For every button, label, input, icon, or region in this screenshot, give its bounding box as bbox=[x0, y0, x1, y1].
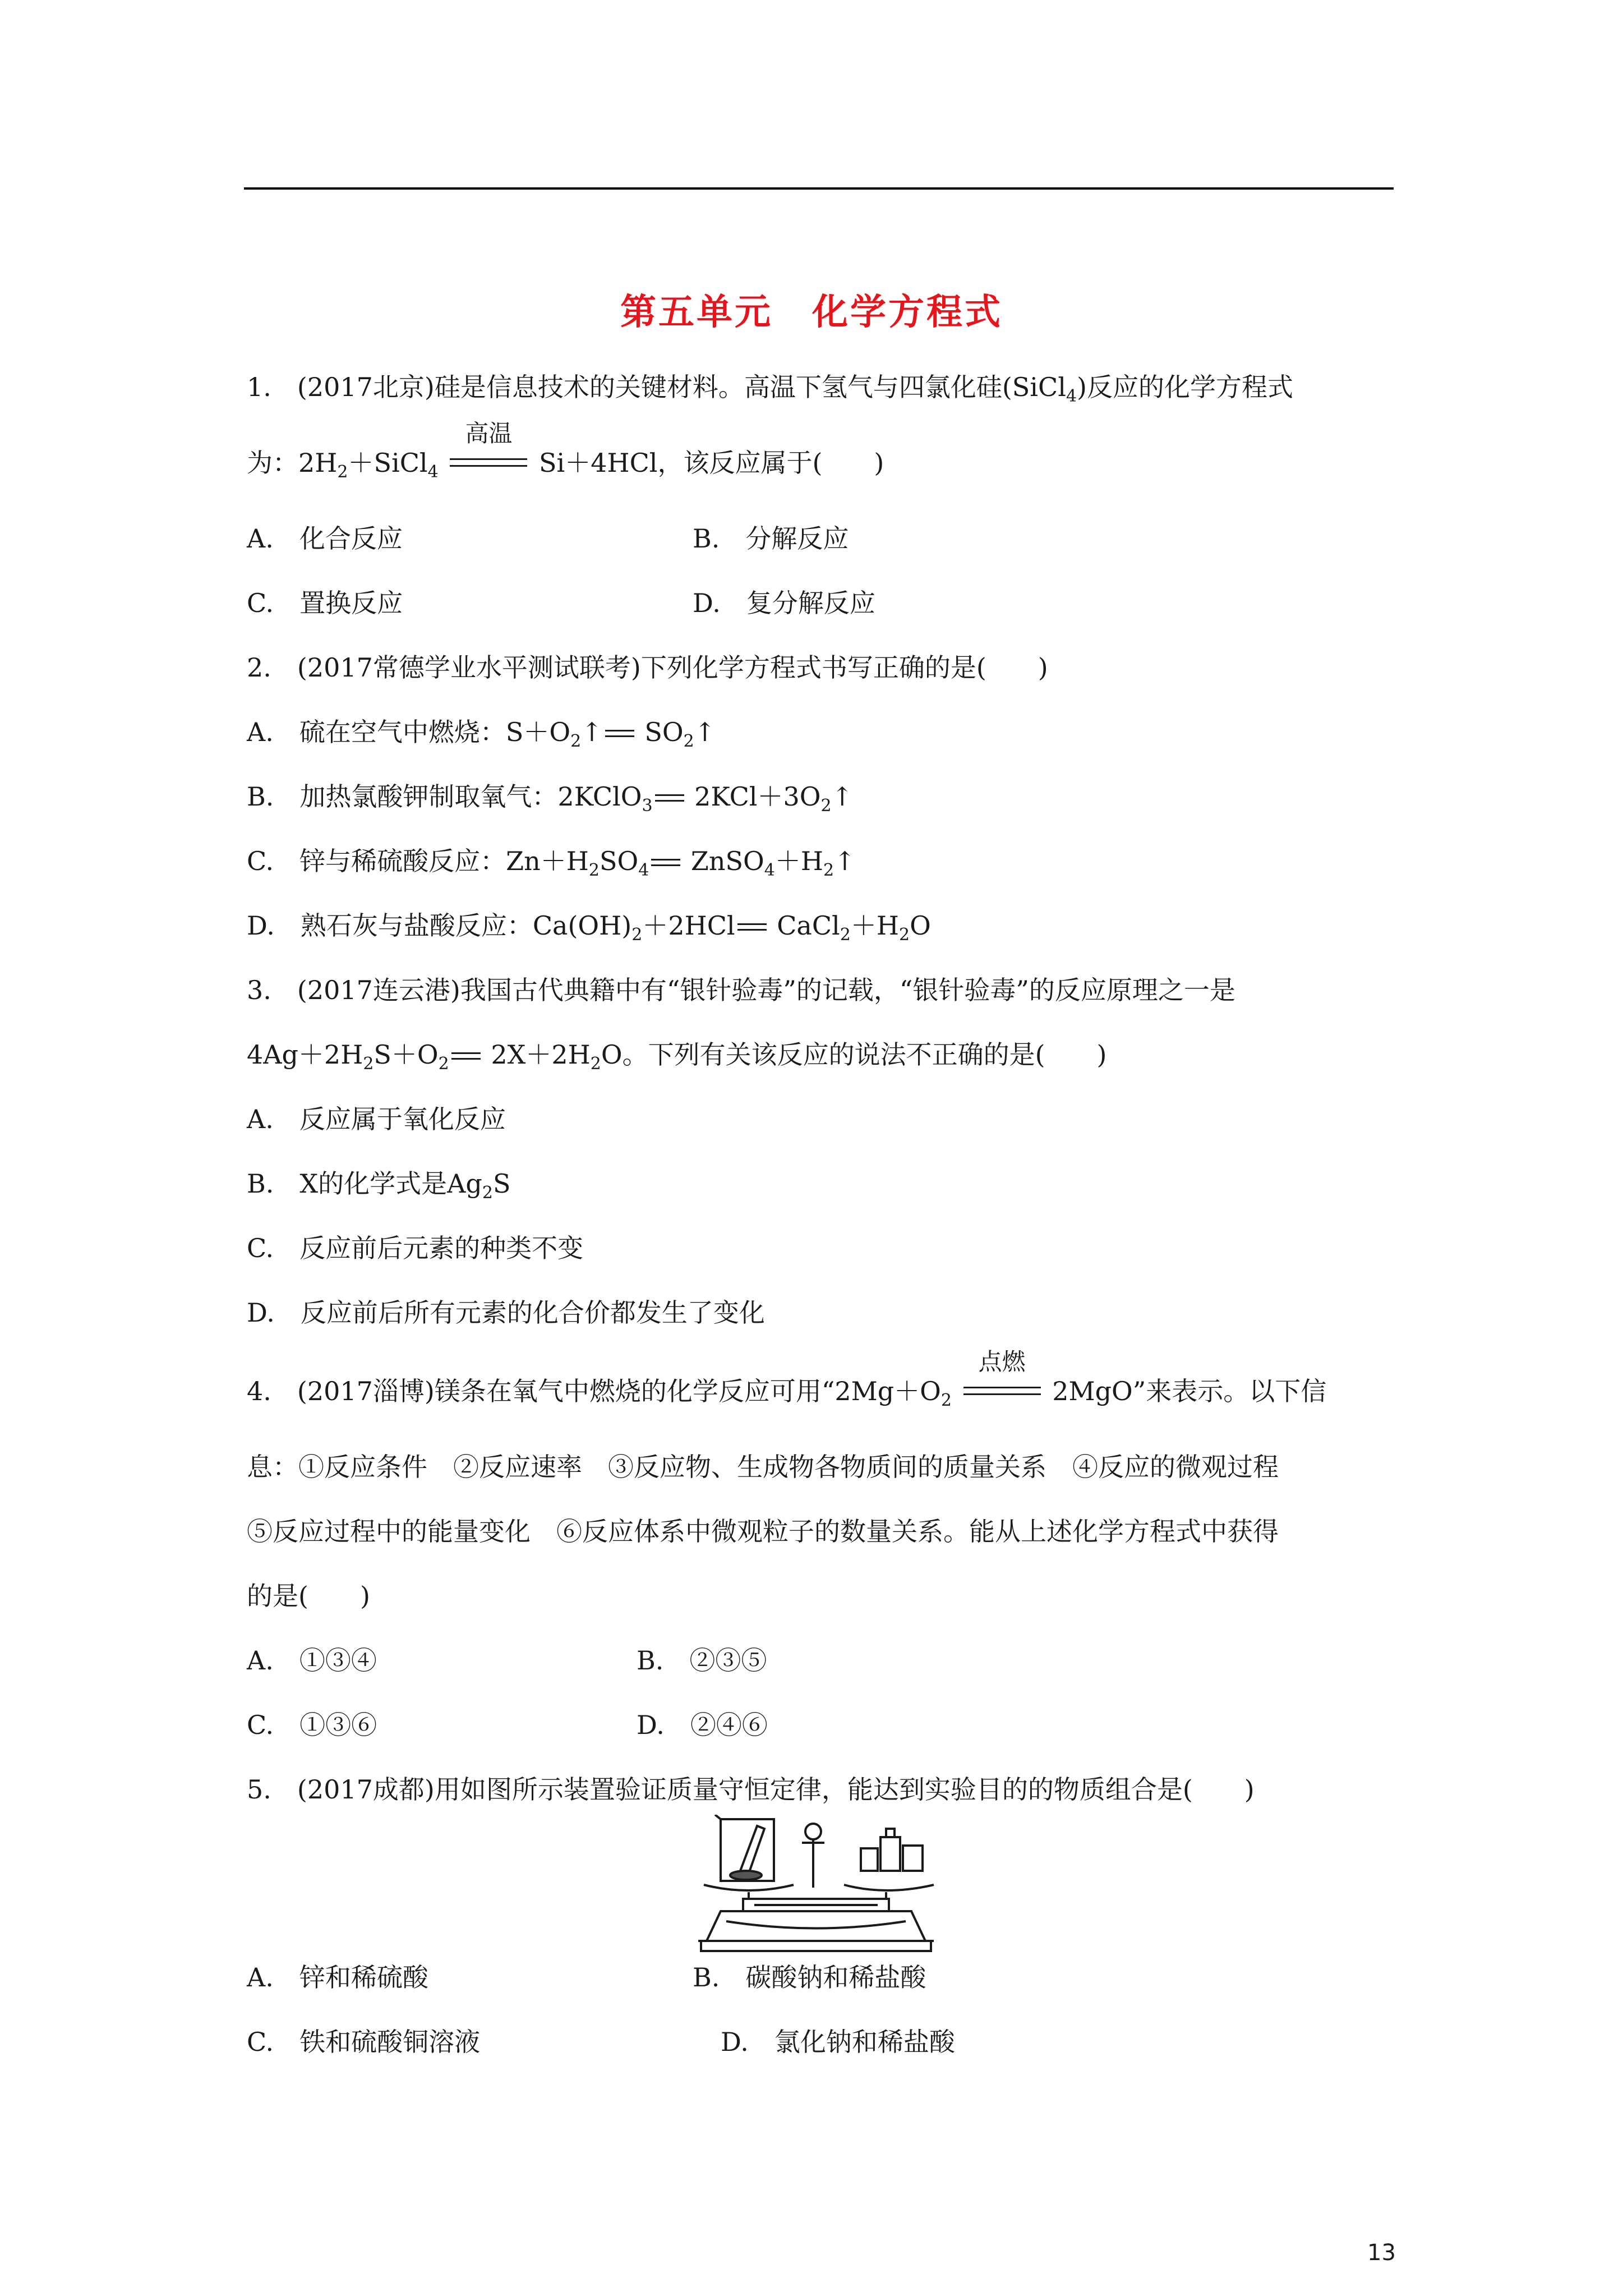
q5-options-row1 bbox=[247, 1961, 926, 1994]
balance-scale-figure bbox=[687, 1815, 945, 1955]
q4-options-row1 bbox=[247, 1644, 767, 1677]
q5-option-d: D. 氯化钠和稀盐酸 bbox=[721, 2027, 955, 2057]
q4-stem-line2: 息：①反应条件 ②反应速率 ③反应物、生成物各物质间的质量关系 ④反应的微观过程 bbox=[247, 1452, 1279, 1482]
q1-option-b: B. 分解反应 bbox=[693, 523, 849, 554]
q2-option-b: B. 加热氯酸钾制取氧气：2KClO$_3$ $2KCl+3O_2↑$ bbox=[247, 781, 854, 816]
q2-option-a: A. 硫在空气中燃烧：$S+O_2↑$ $SO_2↑$ bbox=[247, 717, 716, 751]
page-title bbox=[0, 283, 1623, 335]
q3-option-a: A. 反应属于氧化反应 bbox=[247, 1104, 506, 1134]
q1-option-d: D. 复分解反应 bbox=[693, 588, 875, 618]
q4-stem-line3: ⑤反应过程中的能量变化 ⑥反应体系中微观粒子的数量关系。能从上述化学方程式中获得 bbox=[247, 1516, 1279, 1547]
q4-option-a: A. ①③④ bbox=[247, 1645, 377, 1676]
q5-option-c: C. 铁和硫酸铜溶液 bbox=[247, 2027, 481, 2057]
reaction-condition-high-temp: 高温 bbox=[446, 446, 531, 480]
q4-option-c: C. ①③⑥ bbox=[247, 1710, 377, 1740]
reaction-condition-ignite: 点燃 bbox=[960, 1374, 1044, 1408]
q1-stem-line1: 1. (2017北京)硅是信息技术的关键材料。高温下氢气与四氯化硅(SiCl$_4$)反应的化学方程式 bbox=[247, 372, 1293, 406]
q4-options-row2 bbox=[247, 1708, 768, 1742]
q3-stem-line2: $4Ag+2H_2S+O_2$ $2X+2H_2O$。下列有关该反应的说法不正确的是( ) bbox=[247, 1039, 1107, 1074]
q1-option-c: C. 置换反应 bbox=[247, 588, 403, 618]
q1-stem-line2: 为：$2H_2+SiCl_4$ 高温 Si＋4HCl，该反应属于( ) bbox=[247, 420, 884, 482]
q3-stem-line1: 3. (2017连云港)我国古代典籍中有“银针验毒”的记载，“银针验毒”的反应原理之一是 bbox=[247, 975, 1235, 1005]
q4-stem-line1: 4. (2017淄博)镁条在氧气中燃烧的化学反应可用“$2Mg+O_2$ 点燃 2MgO”来表示。以下信 bbox=[247, 1348, 1327, 1410]
q1-option-a: A. 化合反应 bbox=[247, 523, 403, 554]
q1-options-row2 bbox=[247, 586, 875, 620]
q2-option-d: D. 熟石灰与盐酸反应：$Ca(OH)_2+2HCl$ $CaCl_2+H_2O$ bbox=[247, 910, 931, 945]
q4-option-d: D. ②④⑥ bbox=[637, 1710, 768, 1740]
header-rule bbox=[244, 187, 1394, 190]
q2-option-c: C. 锌与稀硫酸反应：$Zn+H_2SO_4$ $ZnSO_4+H_2↑$ bbox=[247, 846, 856, 880]
q3-option-d: D. 反应前后所有元素的化合价都发生了变化 bbox=[247, 1297, 765, 1328]
title-unit: 第五单元 bbox=[620, 292, 773, 333]
q5-options-row2 bbox=[247, 2025, 955, 2059]
q4-stem-line4: 的是( ) bbox=[247, 1581, 370, 1611]
title-topic: 化学方程式 bbox=[812, 292, 1003, 333]
q1-options-row1 bbox=[247, 522, 849, 555]
page-number: 13 bbox=[1367, 2240, 1396, 2266]
q3-option-c: C. 反应前后元素的种类不变 bbox=[247, 1233, 584, 1263]
q2-stem: 2. (2017常德学业水平测试联考)下列化学方程式书写正确的是( ) bbox=[247, 652, 1048, 683]
q5-stem: 5. (2017成都)用如图所示装置验证质量守恒定律，能达到实验目的的物质组合是( ) bbox=[247, 1774, 1255, 1805]
q4-option-b: B. ②③⑤ bbox=[637, 1645, 767, 1676]
q3-option-b: B. X的化学式是$Ag_2S$ bbox=[247, 1168, 511, 1203]
q5-option-a: A. 锌和稀硫酸 bbox=[247, 1962, 428, 1993]
q5-option-b: B. 碳酸钠和稀盐酸 bbox=[693, 1962, 926, 1993]
